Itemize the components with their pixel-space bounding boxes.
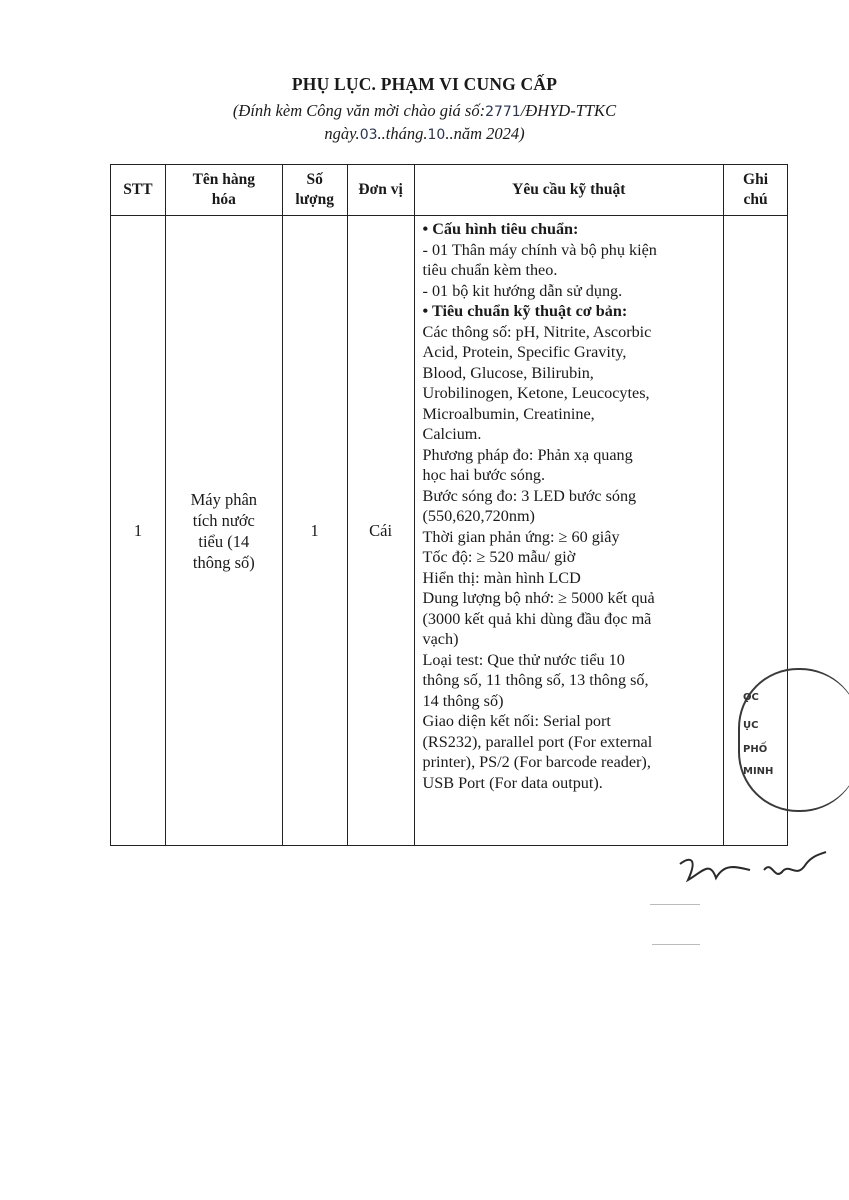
scan-mark <box>652 944 700 945</box>
cell-item-name: Máy phân tích nước tiểu (14 thông số) <box>165 216 282 846</box>
header-item-name: Tên hàng hóa <box>165 165 282 216</box>
cell-stt: 1 <box>111 216 166 846</box>
document-number: 2771 <box>485 104 521 120</box>
date-month: 10 <box>427 127 446 143</box>
scan-mark <box>650 904 700 905</box>
cell-unit: Cái <box>347 216 414 846</box>
header-note: Ghi chú <box>724 165 788 216</box>
header-quantity: Số lượng <box>282 165 347 216</box>
subtitle-line-1: (Đính kèm Công văn mời chào giá số:2771/ĐHYD-TTKC <box>232 101 617 120</box>
table-row <box>111 216 788 846</box>
page-subtitle <box>0 100 849 146</box>
header-technical-requirements: Yêu cầu kỹ thuật <box>414 165 724 216</box>
signature-initials-2 <box>760 850 830 890</box>
date-day: 03 <box>359 127 378 143</box>
cell-quantity: 1 <box>282 216 347 846</box>
subtitle-line-2: ngày.03..tháng.10..năm 2024) <box>324 124 525 143</box>
page-title: PHỤ LỤC. PHẠM VI CUNG CẤP <box>291 74 558 94</box>
supply-scope-table <box>110 164 788 846</box>
table-header-row <box>111 165 788 216</box>
official-stamp: ỌC ỤC PHỐ MINH <box>738 668 849 812</box>
signature-initials-1 <box>676 850 756 890</box>
header-unit: Đơn vị <box>347 165 414 216</box>
header-stt: STT <box>111 165 166 216</box>
cell-technical-requirements: • Cấu hình tiêu chuẩn: - 01 Thân máy chính và bộ phụ kiện tiêu chuẩn kèm theo. - 01 bộ kit hướng dẫn sử dụng. • Tiêu chuẩn kỹ thuật cơ bản: Các thông số: pH, Nitrite, Ascorbic Acid, Protein, Specific Gravity, Blood, Glucose, Bilirubin, Urobilinogen, Ketone, Leucocytes, Microalbumin, Creatinine, Calcium. Phương pháp đo: Phản xạ quang học hai bước sóng. Bước sóng đo: 3 LED bước sóng (550,620,720nm) Thời gian phản ứng: ≥ 60 giây Tốc độ: ≥ 520 mẫu/ giờ Hiển thị: màn hình LCD Dung lượng bộ nhớ: ≥ 5000 kết quả (3000 kết quả khi dùng đầu đọc mã vạch) Loại test: Que thử nước tiểu 10 thông số, 11 thông số, 13 thông số, 14 thông số) Giao diện kết nối: Serial port (RS232), parallel port (For external printer), PS/2 (For barcode reader), USB Port (For data output). <box>414 216 724 846</box>
